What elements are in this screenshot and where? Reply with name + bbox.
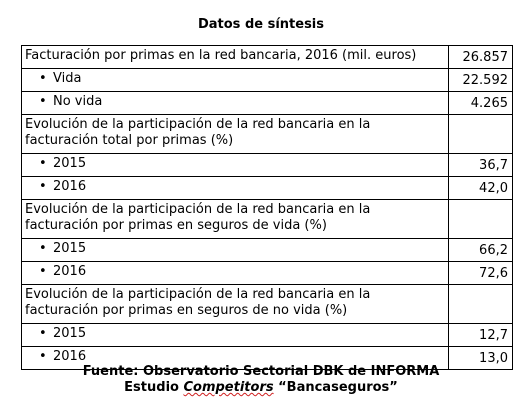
- source-line-2: [0, 380, 522, 396]
- source-italic: Competitors: [183, 380, 274, 395]
- row-label: 2016: [53, 264, 87, 279]
- table-row: [22, 69, 513, 92]
- row-value: 13,0: [449, 347, 513, 370]
- page-title: Datos de síntesis: [197, 17, 325, 32]
- bullet-item: [25, 349, 445, 365]
- row-label: No vida: [53, 94, 103, 109]
- bullet-icon: •: [39, 179, 47, 194]
- bullet-icon: •: [39, 71, 47, 86]
- table-row: [22, 200, 513, 239]
- section-heading: Evolución de la participación de la red bancaria en la facturación total por primas (%): [22, 115, 449, 154]
- row-value: 36,7: [449, 154, 513, 177]
- table-row: [22, 46, 513, 69]
- bullet-item: [25, 241, 445, 257]
- table-row: [22, 324, 513, 347]
- row-value: 4.265: [449, 92, 513, 115]
- bullet-icon: •: [39, 94, 47, 109]
- row-value: 12,7: [449, 324, 513, 347]
- bullet-item: [25, 156, 445, 172]
- section-heading: Evolución de la participación de la red bancaria en la facturación por primas en seguros de no vida (%): [22, 285, 449, 324]
- row-value: 26.857: [449, 46, 513, 69]
- bullet-item: [25, 326, 445, 342]
- bullet-icon: •: [39, 326, 47, 341]
- bullet-item: [25, 71, 445, 87]
- row-label: Vida: [53, 71, 82, 86]
- section-heading: Evolución de la participación de la red bancaria en la facturación por primas en seguros de vida (%): [22, 200, 449, 239]
- table-row: [22, 177, 513, 200]
- row-label: 2015: [53, 241, 87, 256]
- bullet-item: [25, 264, 445, 280]
- row-value: [449, 115, 513, 154]
- row-label: 2015: [53, 326, 87, 341]
- row-label: 2016: [53, 179, 87, 194]
- row-value: 72,6: [449, 262, 513, 285]
- table-row: [22, 239, 513, 262]
- bullet-icon: •: [39, 264, 47, 279]
- table-row: [22, 285, 513, 324]
- row-value: [449, 285, 513, 324]
- row-label: 2015: [53, 156, 87, 171]
- row-label: Facturación por primas en la red bancaria, 2016 (mil. euros): [22, 46, 449, 69]
- source-line-1: Fuente: Observatorio Sectorial DBK de INFORMA: [82, 364, 440, 379]
- table-row: [22, 262, 513, 285]
- row-value: 42,0: [449, 177, 513, 200]
- source-prefix: Estudio: [124, 380, 184, 395]
- synthesis-table: [21, 45, 513, 370]
- source-note: [0, 364, 522, 396]
- bullet-item: [25, 94, 445, 110]
- row-label: 2016: [53, 349, 87, 364]
- row-value: 66,2: [449, 239, 513, 262]
- source-suffix: “Bancaseguros”: [273, 380, 398, 395]
- bullet-icon: •: [39, 156, 47, 171]
- row-value: [449, 200, 513, 239]
- bullet-item: [25, 179, 445, 195]
- table-row: [22, 154, 513, 177]
- bullet-icon: •: [39, 349, 47, 364]
- table-row: [22, 115, 513, 154]
- bullet-icon: •: [39, 241, 47, 256]
- row-value: 22.592: [449, 69, 513, 92]
- table-row: [22, 92, 513, 115]
